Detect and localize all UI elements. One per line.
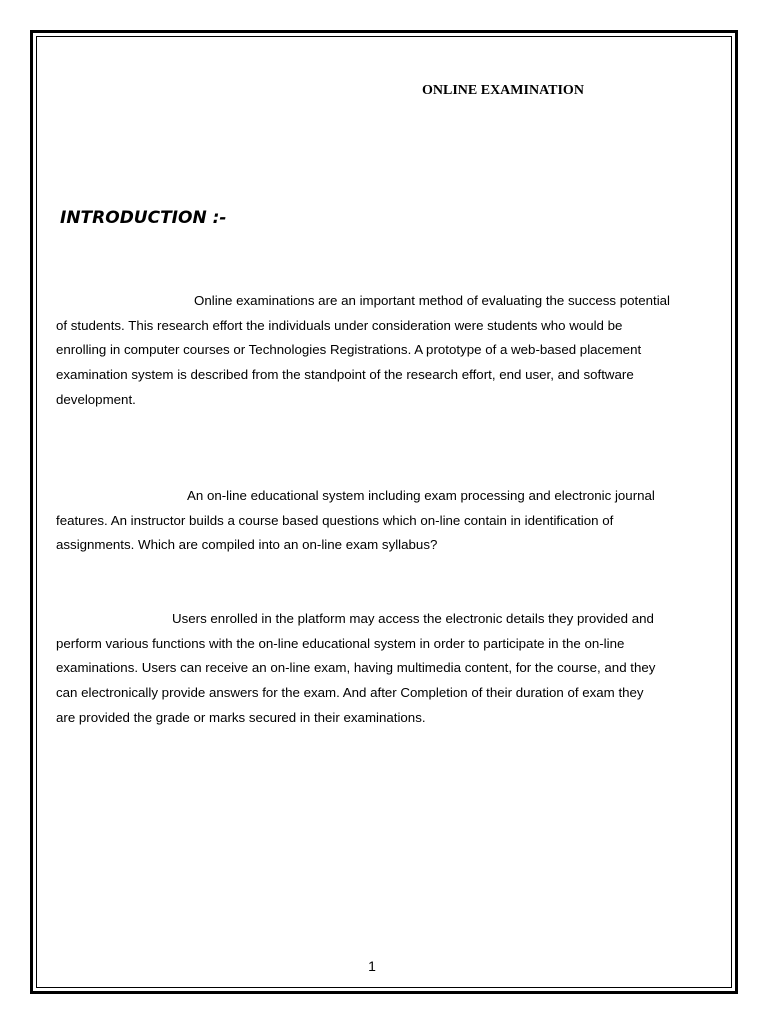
paragraph-line: Users enrolled in the platform may access the electronic details they provided and [172, 611, 654, 626]
paragraph-line: examinations. Users can receive an on-line exam, having multimedia content, for the course, and they [56, 660, 656, 676]
paragraph-1 [56, 289, 696, 413]
paragraph-line: can electronically provide answers for the exam. And after Completion of their duration of exam they [56, 685, 644, 701]
paragraph-line: perform various functions with the on-line educational system in order to participate in the on-line [56, 635, 625, 651]
paragraph-line: are provided the grade or marks secured in their examinations. [56, 709, 426, 725]
paragraph-line: features. An instructor builds a course based questions which on-line contain in identification of [56, 512, 614, 528]
document-title: ONLINE EXAMINATION [422, 83, 584, 98]
paragraph-line: An on-line educational system including exam processing and electronic journal [187, 488, 655, 503]
paragraph-line: assignments. Which are compiled into an on-line exam syllabus? [56, 537, 438, 553]
paragraph-line: examination system is described from the standpoint of the research effort, end user, and software [56, 367, 634, 383]
paragraph-line: Online examinations are an important method of evaluating the success potential [194, 293, 671, 308]
paragraph-3 [56, 607, 696, 731]
paragraph-line: development. [56, 391, 136, 407]
paragraph-line: enrolling in computer courses or Technologies Registrations. A prototype of a web-based placement [56, 342, 642, 358]
page-number: 1 [368, 958, 376, 974]
paragraph-line: of students. This research effort the individuals under consideration were students who would be [56, 317, 623, 333]
section-heading-introduction: INTRODUCTION :- [60, 208, 227, 228]
paragraph-2 [56, 484, 696, 558]
